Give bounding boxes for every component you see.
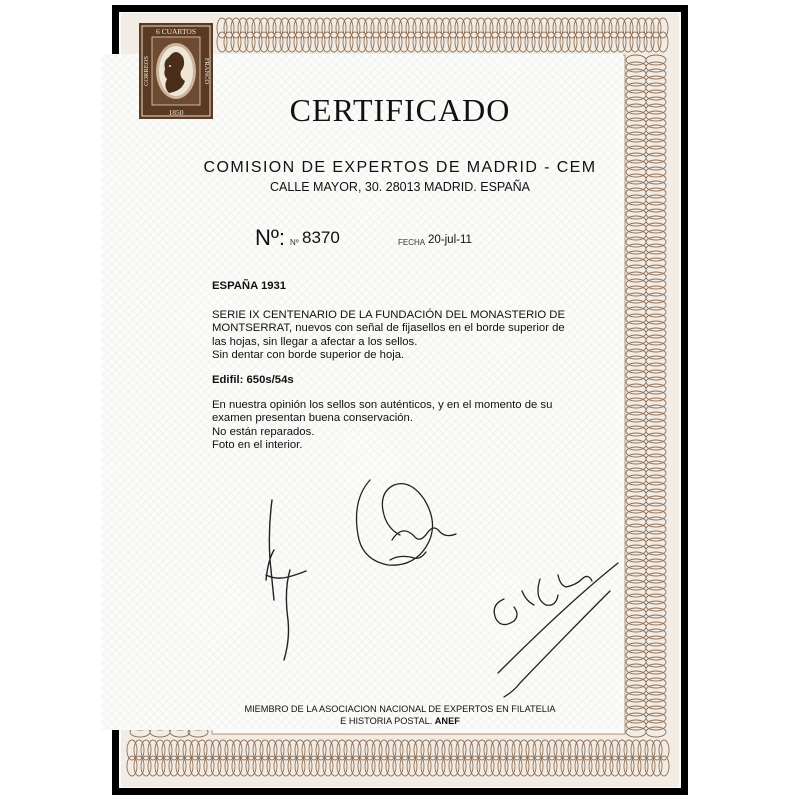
edifil-reference: Edifil: 650s/54s — [212, 374, 294, 386]
opinion-line: En nuestra opinión los sellos son auténticos, y en el momento de su — [212, 399, 553, 411]
signature-left — [250, 490, 320, 670]
number-small-label: Nº — [290, 238, 299, 247]
footer-membership — [200, 703, 600, 727]
description-line: MONTSERRAT, nuevos con señal de fijasellos en el borde superior de — [212, 322, 565, 335]
stamp-image — [139, 23, 213, 119]
footer-line-2 — [200, 715, 600, 727]
opinion-line: No están reparados. — [212, 425, 315, 438]
opinion-line: Foto en el interior. — [212, 439, 303, 452]
stamp-left-text: CORREOS — [143, 56, 150, 86]
certificate-number: 8370 — [302, 228, 340, 247]
footer-line-1: MIEMBRO DE LA ASOCIACION NACIONAL DE EXPERTOS EN FILATELIA — [244, 704, 556, 714]
number-label: Nº: — [255, 225, 286, 250]
opinion — [212, 399, 612, 453]
footer-anef: ANEF — [434, 716, 460, 726]
certificate-title: CERTIFICADO — [289, 92, 511, 128]
organization-name: COMISION DE EXPERTOS DE MADRID - CEM — [203, 159, 597, 176]
organization-address: CALLE MAYOR, 30. 28013 MADRID. ESPAÑA — [269, 180, 531, 194]
stamp-top-text: 6 CUARTOS — [155, 27, 197, 36]
certificate-date: 20-jul-11 — [428, 234, 472, 246]
country-year-heading: ESPAÑA 1931 — [212, 280, 287, 292]
signature-right — [470, 555, 630, 715]
signature-center — [340, 470, 470, 580]
description-line: Sin dentar con borde superior de hoja. — [212, 349, 405, 362]
stamp-bottom-text: 1850 — [168, 108, 184, 117]
stamp-right-text: FRANCO — [203, 57, 210, 85]
description — [212, 309, 612, 363]
opinion-line: examen presentan buena conservación. — [212, 412, 413, 425]
footer-line-2-text: E HISTORIA POSTAL. — [340, 716, 435, 726]
description-line: las hojas, sin llegar a afectar a los sellos. — [212, 335, 418, 348]
date-label: FECHA — [398, 238, 426, 247]
description-line: SERIE IX CENTENARIO DE LA FUNDACIÓN DEL MONASTERIO DE — [212, 309, 565, 321]
